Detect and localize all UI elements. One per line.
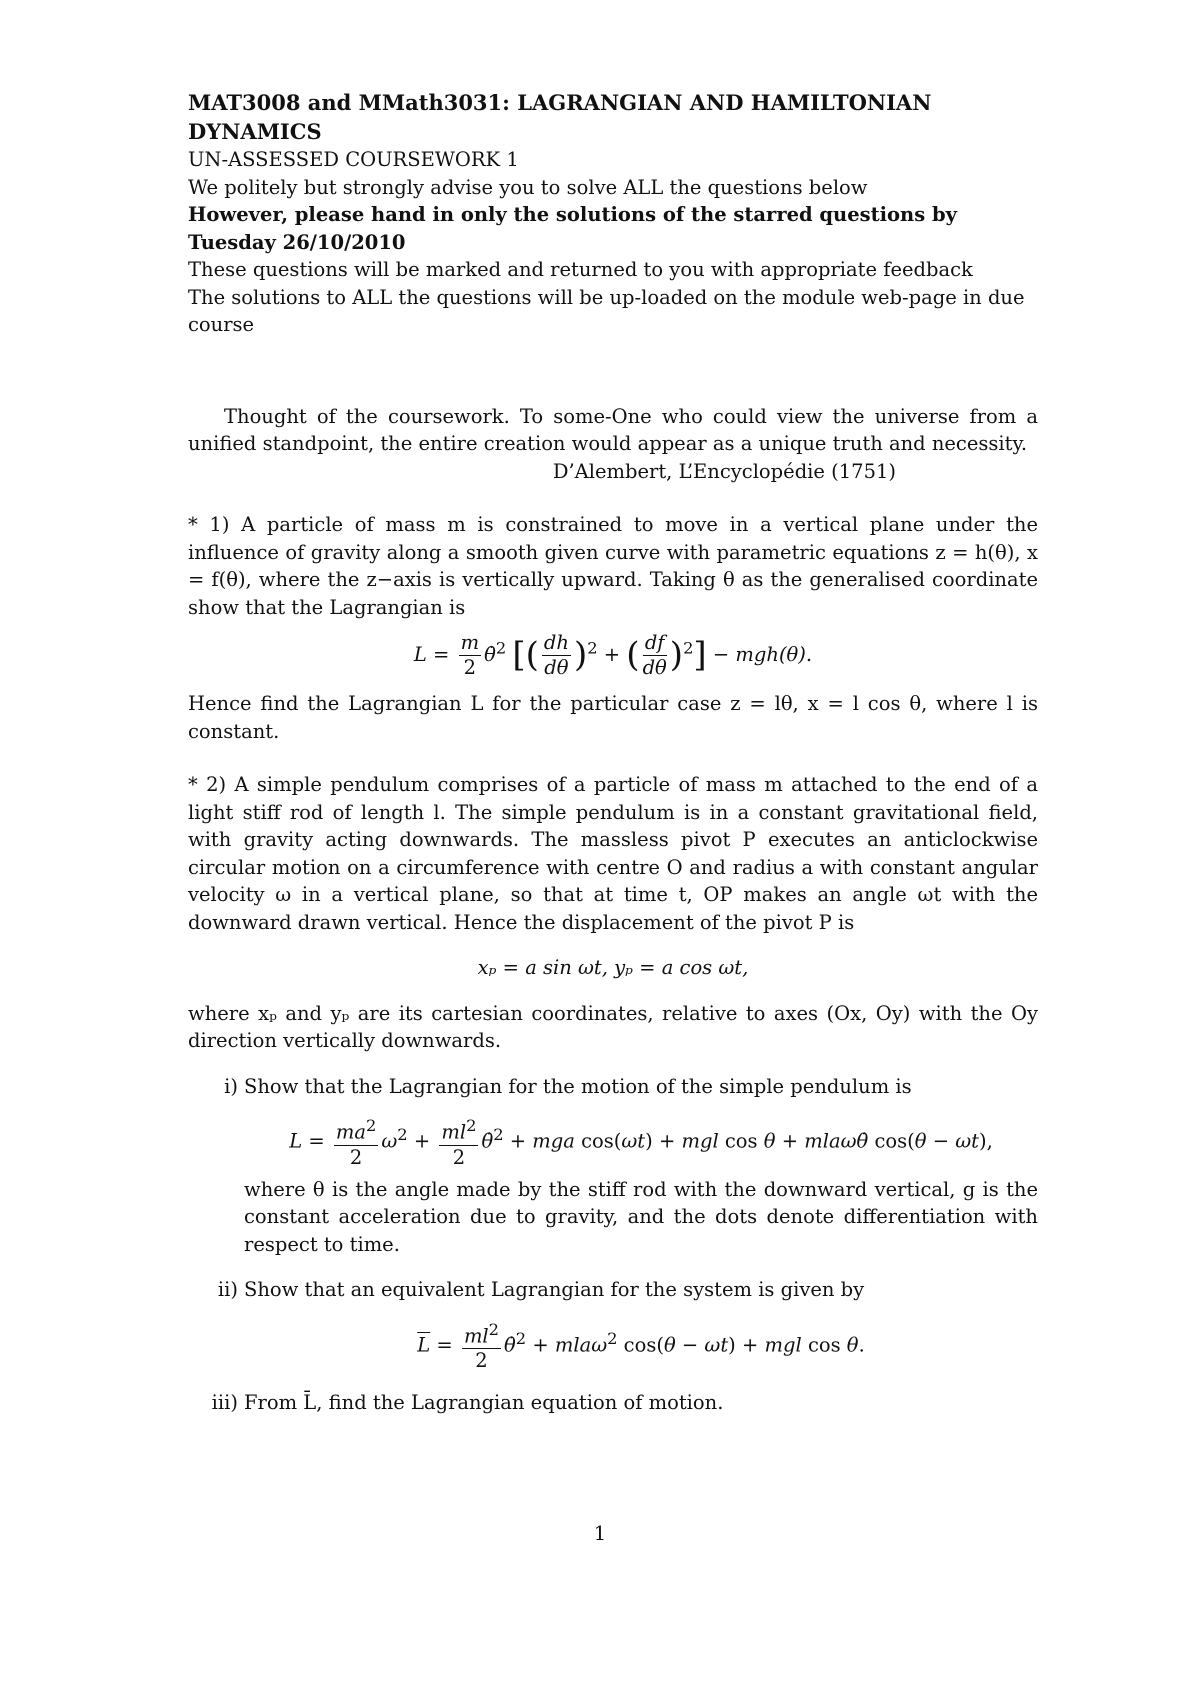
course-title: MAT3008 and MMath3031: LAGRANGIAN AND HAMILTONIAN DYNAMICS [188,90,932,144]
page-number: 1 [593,1522,607,1545]
question-1-followup: Hence find the Lagrangian L for the particular case z = lθ, x = l cos θ, where l is constant. [188,692,1038,743]
lagrangian-equation-1: L = $\frac{m}{2}$ θ̇$^2$ [( $\frac{dh}{d\theta}$ )$^2$ + ( $\frac{df}{d\theta}$ )$^2$] − mgh(θ). [413,631,813,679]
pivot-displacement-equation: xₚ = a sin ωt, yₚ = a cos ωt, [477,956,749,979]
marking-note: These questions will be marked and returned to you with appropriate feedback [188,258,973,281]
quote-attribution: D’Alembert, L’Encyclopédie (1751) [552,459,896,483]
advice-line: We politely but strongly advise you to solve ALL the questions below [188,175,868,199]
part-i-text: Show that the Lagrangian for the motion of the simple pendulum is [244,1074,912,1098]
part-iii-label: iii) [211,1391,238,1414]
question-2-text: * 2) A simple pendulum comprises of a particle of mass m attached to the end of a light stiff rod of length l. The simple pendulum is in a constant gravitational field, with gravity acting downwards. The massless pivot P executes an anticlockwise circular motion on a circumference with centre O and radius a with constant angular velocity ω in a vertical plane, so that at time t, OP makes an angle ωt with the downward drawn vertical. Hence the displacement of the pivot P is [188,773,1038,934]
solutions-note: The solutions to ALL the questions will be up-loaded on the module web-page in due course [188,285,1025,336]
question-2-axes-text: where xₚ and yₚ are its cartesian coordinates, relative to axes (Ox, Oy) with the Oy direction vertically downwards. [188,1001,1038,1052]
part-i-label: i) [224,1074,238,1098]
part-iii-text: From L̄, find the Lagrangian equation of motion. [244,1391,724,1414]
part-ii [217,1276,1038,1304]
part-i-explanation: where θ is the angle made by the stiff rod with the downward vertical, g is the constant acceleration due to gravity, and the dots denote differentiation with respect to time. [244,1177,1038,1256]
part-i [224,1073,1038,1101]
part-ii-text: Show that an equivalent Lagrangian for the system is given by [244,1278,865,1301]
quote-text: Thought of the coursework. To some-One who could view the universe from a unified standpoint, the entire creation would appear as a unique truth and necessity. [188,404,1038,455]
part-ii-label: ii) [217,1278,238,1301]
document-body [188,88,1038,1417]
part-iii [211,1389,1038,1417]
coursework-subtitle: UN-ASSESSED COURSEWORK 1 [188,148,519,171]
lagrangian-equation-3: $\overline{L}$ = $\frac{ml^2}{2}$ θ̇$^2$ + mlaω$^2$ cos(θ − ωt) + mgl cos θ. [417,1319,865,1372]
handin-instruction: However, please hand in only the solutions of the starred questions by Tuesday 26/10/2010 [188,203,957,254]
question-1-text: * 1) A particle of mass m is constrained to move in a vertical plane under the influence of gravity along a smooth given curve with parametric equations z = h(θ), x = f(θ), where the z−axis is vertically upward. Taking θ as the generalised coordinate show that the Lagrangian is [188,513,1038,619]
lagrangian-equation-2: L = $\frac{ma^2}{2}$ $\omega^2$ + $\frac{ml^2}{2}$ θ̇$^2$ + mga cos(ωt) + mgl cos θ + mlaωθ̇ cos(θ − ωt), [289,1116,993,1169]
